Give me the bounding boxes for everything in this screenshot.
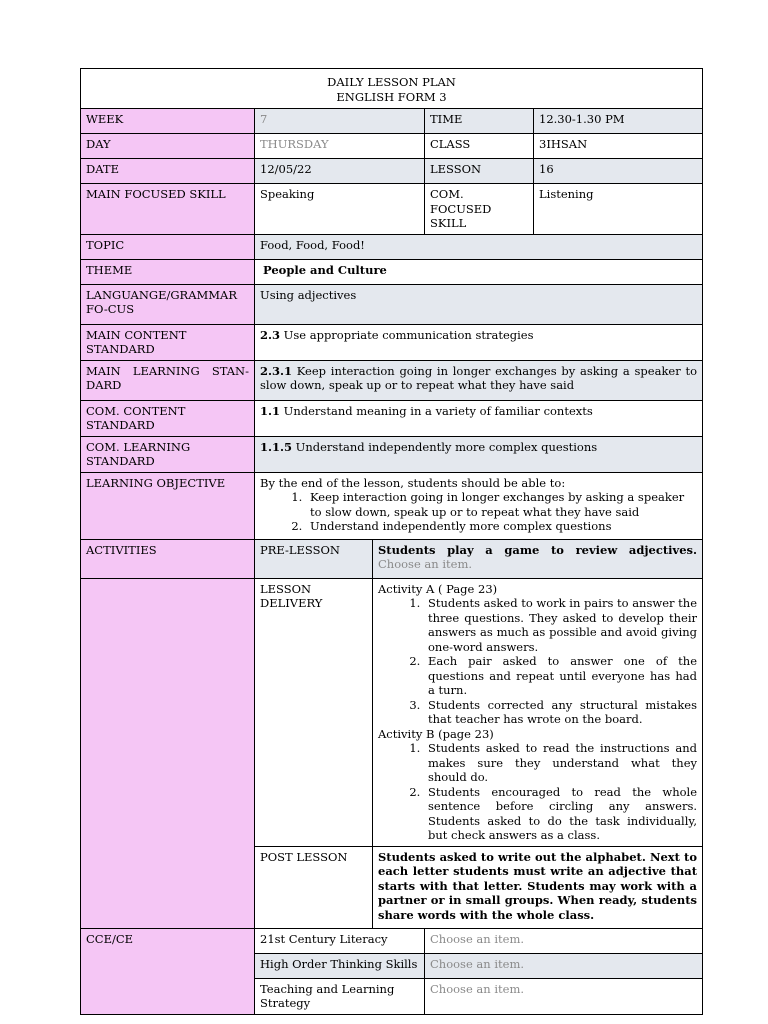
com-learning-code: 1.1.5	[260, 439, 293, 454]
time-label: TIME	[425, 109, 534, 134]
com-content-value[interactable]	[255, 400, 703, 436]
cce-row-label: 21st Century Literacy	[255, 928, 425, 953]
document-title	[81, 69, 703, 109]
time-value[interactable]: 12.30-1.30 PM	[534, 109, 703, 134]
objective-item: 1. Keep interaction going in longer exchanges by asking a speaker to slow down, speak up or to repeat what they have said	[306, 490, 697, 519]
grammar-label: LANGUANGE/GRAMMAR FO-CUS	[81, 284, 255, 324]
date-value[interactable]: 12/05/22	[255, 159, 425, 184]
cce-row-value[interactable]: Choose an item.	[425, 978, 703, 1014]
lesson-delivery-value[interactable]	[373, 578, 703, 846]
activities-label: ACTIVITIES	[81, 539, 255, 578]
com-content-text: Understand meaning in a variety of familiar contexts	[280, 403, 593, 418]
theme-label: THEME	[81, 259, 255, 284]
com-content-code: 1.1	[260, 403, 281, 418]
theme-value[interactable]	[255, 259, 703, 284]
post-lesson-value[interactable]	[373, 846, 703, 928]
week-value[interactable]: 7	[255, 109, 425, 134]
com-skill-value[interactable]: Listening	[534, 184, 703, 235]
lesson-label: LESSON	[425, 159, 534, 184]
main-learning-label: MAIN LEARNING STAN-DARD	[81, 360, 255, 400]
com-learning-value[interactable]	[255, 436, 703, 472]
topic-value[interactable]: Food, Food, Food!	[255, 234, 703, 259]
grammar-value[interactable]: Using adjectives	[255, 284, 703, 324]
cce-row-value[interactable]: Choose an item.	[425, 928, 703, 953]
main-content-code: 2.3	[260, 327, 281, 342]
day-value[interactable]: THURSDAY	[255, 134, 425, 159]
cce-row-label: High Order Thinking Skills	[255, 953, 425, 978]
class-label: CLASS	[425, 134, 534, 159]
pre-lesson-label: PRE-LESSON	[255, 539, 373, 578]
activity-b-list	[378, 741, 697, 843]
main-skill-value[interactable]: Speaking	[255, 184, 425, 235]
class-value[interactable]: 3IHSAN	[534, 134, 703, 159]
main-learning-value[interactable]	[255, 360, 703, 400]
cce-label: CCE/CE	[81, 928, 255, 1014]
date-label: DATE	[81, 159, 255, 184]
objective-value[interactable]	[255, 472, 703, 539]
activity-b-item: 1. Students asked to read the instructions and makes sure they understand what they should do.	[424, 741, 697, 785]
activities-label-continued	[81, 578, 255, 928]
activity-a-item: 3. Students corrected any structural mistakes that teacher has wrote on the board.	[424, 698, 697, 727]
cce-row-value[interactable]: Choose an item.	[425, 953, 703, 978]
pre-lesson-placeholder[interactable]: Choose an item.	[378, 557, 472, 571]
objective-list	[260, 490, 697, 534]
main-skill-label: MAIN FOCUSED SKILL	[81, 184, 255, 235]
com-learning-text: Understand independently more complex questions	[292, 439, 598, 454]
activity-a-title: Activity A ( Page 23)	[378, 581, 498, 596]
activity-b-title: Activity B (page 23)	[378, 726, 494, 741]
main-content-value[interactable]	[255, 324, 703, 360]
com-learning-label: COM. LEARNING STANDARD	[81, 436, 255, 472]
lesson-value[interactable]: 16	[534, 159, 703, 184]
activity-b-item: 2. Students encouraged to read the whole sentence before circling any answers. Students asked to do the task individually, but check answers as a class.	[424, 785, 697, 843]
activity-a-list	[378, 596, 697, 727]
main-content-text: Use appropriate communication strategies	[280, 327, 534, 342]
main-learning-text: Keep interaction going in longer exchanges by asking a speaker to slow down, speak up or to repeat what they have said	[260, 363, 698, 392]
post-lesson-label: POST LESSON	[255, 846, 373, 928]
com-content-label: COM. CONTENT STANDARD	[81, 400, 255, 436]
topic-label: TOPIC	[81, 234, 255, 259]
objective-label: LEARNING OBJECTIVE	[81, 472, 255, 539]
main-learning-code: 2.3.1	[260, 363, 293, 378]
post-lesson-text: Students asked to write out the alphabet. Next to each letter students must write an adjective that starts with that letter. Students may work with a partner or in small groups. When ready, students share words with the whole class.	[378, 849, 698, 922]
week-label: WEEK	[81, 109, 255, 134]
lesson-plan-table	[80, 68, 703, 1015]
activity-a-item: 2. Each pair asked to answer one of the questions and repeat until everyone has had a turn.	[424, 654, 697, 698]
objective-intro: By the end of the lesson, students should be able to:	[260, 475, 566, 490]
day-label: DAY	[81, 134, 255, 159]
com-skill-label: COM. FOCUSED SKILL	[425, 184, 534, 235]
theme-text: People and Culture	[263, 262, 387, 277]
pre-lesson-value[interactable]	[373, 539, 703, 578]
lesson-delivery-label: LESSON DELIVERY	[255, 578, 373, 846]
main-content-label: MAIN CONTENT STANDARD	[81, 324, 255, 360]
objective-item: 2. Understand independently more complex questions	[306, 519, 697, 534]
activity-a-item: 1. Students asked to work in pairs to answer the three questions. They asked to develop their answers as much as possible and avoid giving one-word answers.	[424, 596, 697, 654]
title-line-2: ENGLISH FORM 3	[336, 89, 447, 104]
title-line-1: DAILY LESSON PLAN	[327, 75, 456, 89]
cce-row-label: Teaching and Learning Strategy	[255, 978, 425, 1014]
pre-lesson-text: Students play a game to review adjectives.	[378, 542, 698, 557]
